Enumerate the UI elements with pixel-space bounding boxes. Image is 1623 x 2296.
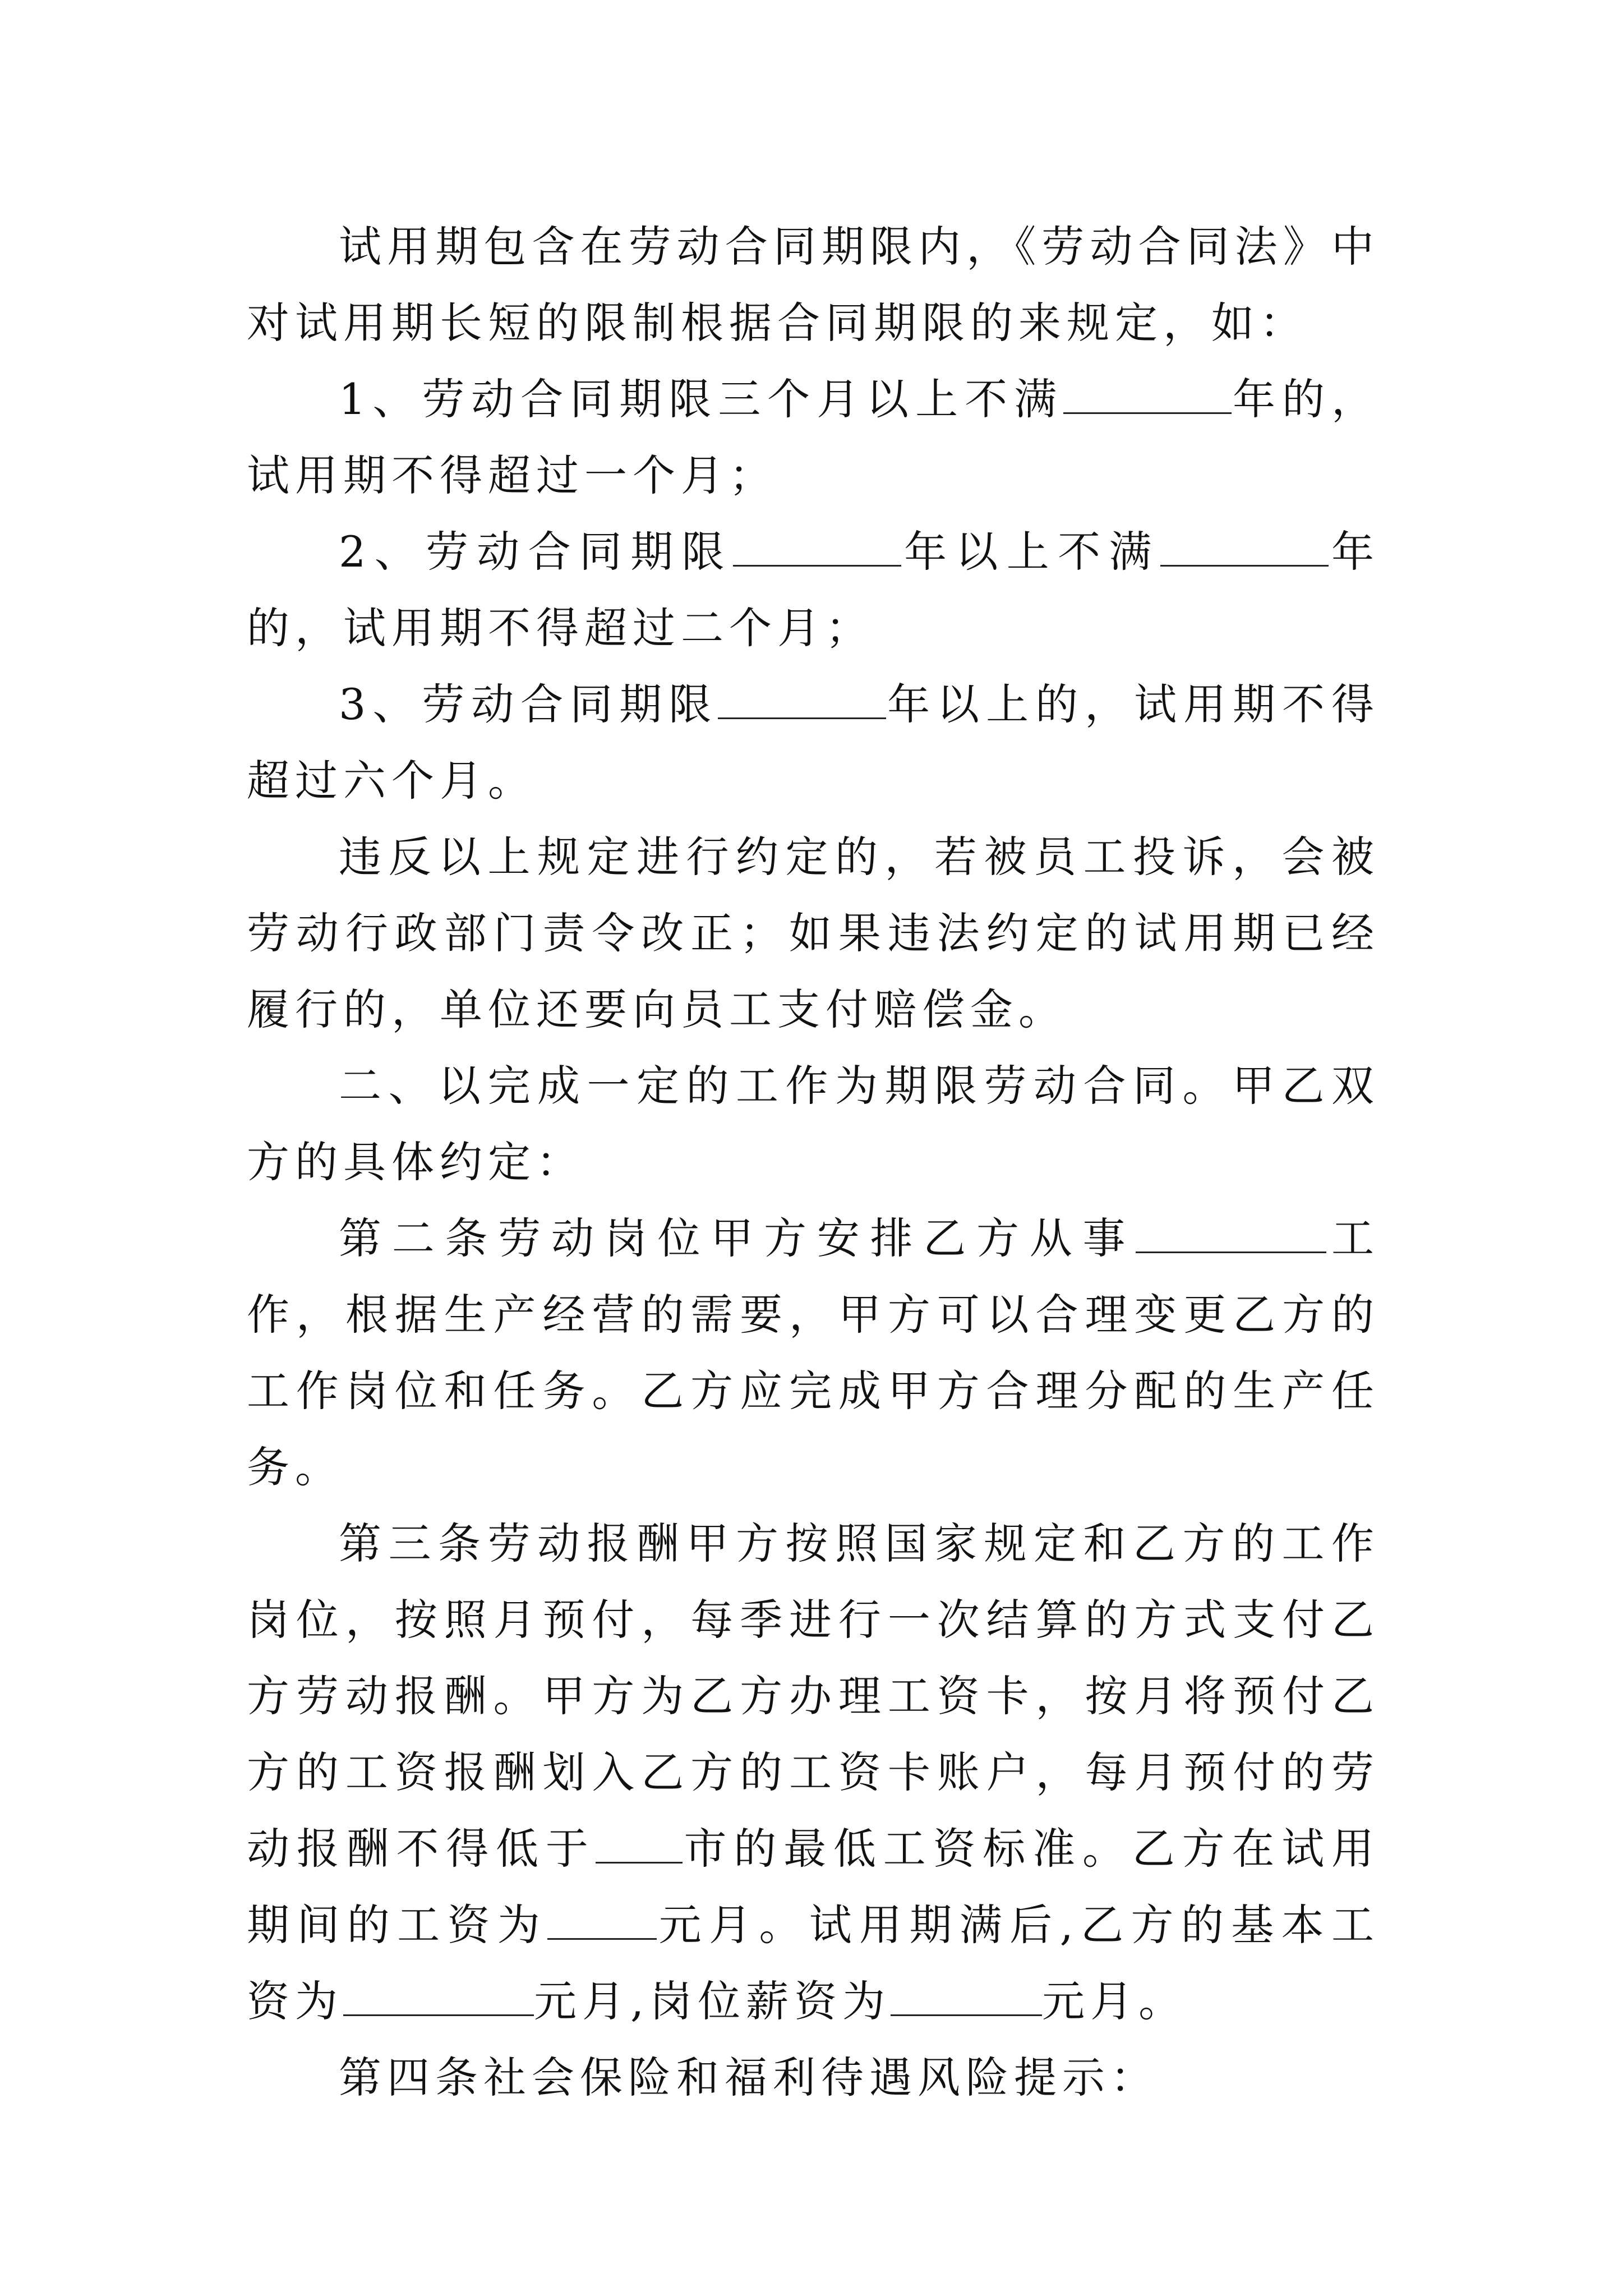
paragraph-text: 元月,岗位薪资为 xyxy=(534,1976,891,2026)
paragraph-text: 工作，根据生产经营的需要，甲方可以合理变更乙方的工作岗位和任务。乙方应完成甲方合理分配的生产任务。 xyxy=(247,1213,1380,1492)
paragraph-section-two xyxy=(247,1048,1380,1200)
paragraph-text: 违反以上规定进行约定的，若被员工投诉，会被劳动行政部门责令改正；如果违法约定的试用期已经履行的，单位还要向员工支付赔偿金。 xyxy=(247,832,1380,1034)
paragraph-rule-1 xyxy=(247,361,1380,514)
paragraph-text: 年以上不满 xyxy=(901,527,1160,577)
paragraph-text: 试用期包含在劳动合同期限内，《劳动合同法》中对试用期长短的限制根据合同期限的来规定，如： xyxy=(247,222,1380,348)
fill-in-blank[interactable] xyxy=(547,1899,657,1940)
fill-in-blank[interactable] xyxy=(1160,526,1329,567)
paragraph-rule-3 xyxy=(247,666,1380,819)
fill-in-blank[interactable] xyxy=(718,678,886,719)
paragraph-rule-2 xyxy=(247,514,1380,666)
paragraph-text: 第三条劳动报酬甲方按照国家规定和乙方的工作岗位，按照月预付，每季进行一次结算的方式支付乙方劳动报酬。甲方为乙方办理工资卡，按月将预付乙方的工资报酬划入乙方的工资卡账户，每月预付的劳动报酬不得低于 xyxy=(247,1519,1380,1874)
document-body xyxy=(247,209,1380,2116)
paragraph-text: 元月。 xyxy=(1042,1976,1187,2026)
paragraph-article-4 xyxy=(247,2040,1380,2116)
fill-in-blank[interactable] xyxy=(596,1823,683,1864)
fill-in-blank[interactable] xyxy=(1063,373,1232,414)
paragraph-text: 元月。试用期满后,乙方的基本工资为 xyxy=(247,1900,1380,2026)
paragraph-text: 2、劳动合同期限 xyxy=(339,527,733,577)
paragraph-article-2 xyxy=(247,1200,1380,1506)
paragraph-text: 3、劳动合同期限 xyxy=(339,679,718,729)
paragraph-text: 第二条劳动岗位甲方安排乙方从事 xyxy=(339,1213,1136,1263)
paragraph-text: 第四条社会保险和福利待遇风险提示： xyxy=(339,2053,1159,2102)
paragraph-article-3 xyxy=(247,1506,1380,2040)
fill-in-blank[interactable] xyxy=(733,526,901,567)
fill-in-blank[interactable] xyxy=(343,1975,534,2016)
paragraph-text: 年以上的，试用期不得超过六个月。 xyxy=(247,679,1380,806)
fill-in-blank[interactable] xyxy=(1136,1212,1326,1253)
paragraph-text: 年的，试用期不得超过二个月； xyxy=(247,527,1380,653)
fill-in-blank[interactable] xyxy=(891,1975,1042,2016)
paragraph-text: 二、以完成一定的工作为期限劳动合同。甲乙双方的具体约定： xyxy=(247,1061,1380,1187)
paragraph-violation xyxy=(247,819,1380,1048)
paragraph-text: 1、劳动合同期限三个月以上不满 xyxy=(339,374,1064,424)
paragraph-text: 市的最低工资标准。乙方在试用期间的工资为 xyxy=(247,1824,1380,1950)
paragraph-probation-intro xyxy=(247,209,1380,361)
paragraph-text: 年的，试用期不得超过一个月； xyxy=(247,374,1380,500)
